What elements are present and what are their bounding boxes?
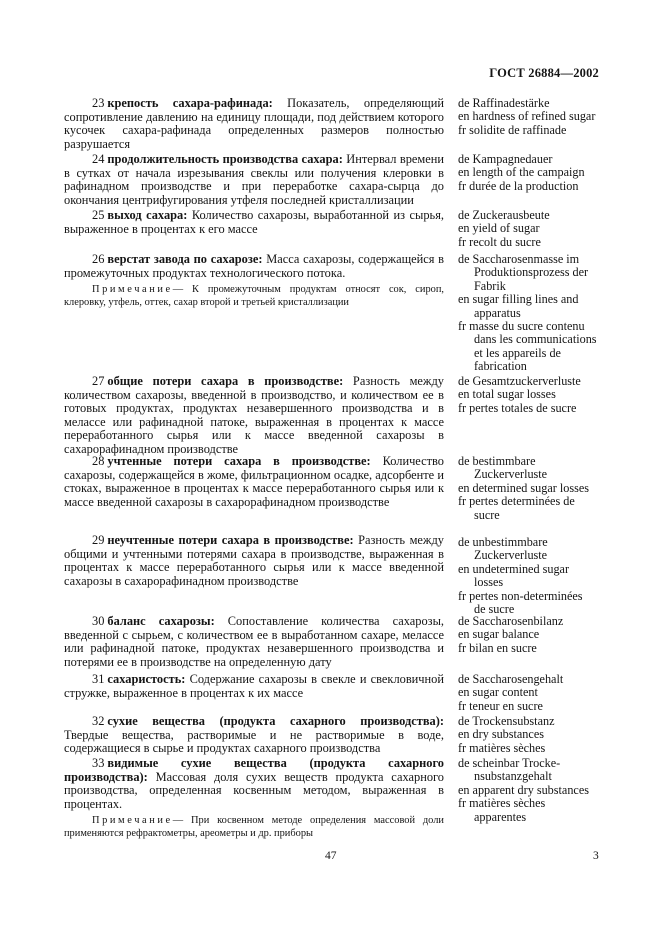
term-number: 33 [92, 756, 105, 770]
term-name: крепость сахара-рафинада: [107, 96, 273, 110]
term-24 [64, 153, 444, 207]
equivalents-23 [458, 97, 608, 137]
equivalent-line: en yield of sugar [458, 221, 540, 236]
term-30 [64, 615, 444, 669]
term-definition: Массовая доля сухих веществ продукта сахарного производства, определенная косвенным методом, выраженная в процентах. [64, 769, 444, 811]
term-31 [64, 673, 444, 700]
term-number: 32 [92, 714, 105, 728]
equivalent-line: fr teneur en sucre [458, 698, 543, 713]
equivalent-line: fr matières sèches [458, 740, 546, 755]
equivalent-line: de Kampagnedauer [458, 152, 553, 166]
term-name: баланс сахарозы: [107, 614, 215, 628]
term-definition-paragraph [64, 757, 444, 811]
term-definition: Сопоставление количества сахарозы, введенной с сырьем, с количеством ее в выработанном сахаре, мелассе или рафинадной патоке, продуктах незавершенного производства и потерями ее в производстве на определенную дату [64, 614, 444, 669]
equivalents-29 [458, 536, 608, 616]
page-number-center: 47 [325, 850, 337, 862]
term-definition-paragraph [64, 673, 444, 700]
equivalent-line: fr matières sèches [458, 796, 546, 811]
term-definition: Количество сахарозы, выработанной из сырья, выраженное в процентах к его массе [64, 208, 444, 236]
equivalent-line: de bestimmbare [458, 454, 536, 468]
equivalent-line: fr bilan en sucre [458, 640, 537, 655]
equivalent-line: fr masse du sucre contenu [458, 319, 585, 334]
term-definition: Разность между количеством сахарозы, введенной в производство, и количеством ее в готовых продуктах, продуктах незавершенного производства и в мелассе или рафинадной патоке, выраженная в процентах к массе переработанного сырья или к массе введенной сахарозы в сахарорафинадном производстве [64, 374, 444, 456]
term-name: общие потери сахара в производстве: [107, 374, 344, 388]
term-name: видимые сухие вещества (продукта сахарного производства): [64, 756, 444, 784]
term-29 [64, 534, 444, 588]
note-text: — При косвенном методе определения массовой доли применяются рефрактометры, ареометры и др. приборы [64, 815, 444, 839]
equivalent-line: de Zuckerausbeute [458, 208, 550, 222]
equivalent-line: fr durée de la production [458, 178, 579, 193]
equivalent-line: de Trockensubstanz [458, 714, 555, 728]
note-label: Примечание [92, 815, 173, 827]
term-definition: Интервал времени в сутках от начала изрезывания свеклы или получения клеровки в рафинадном производстве и при переработке сахара-сырца до окончания центрифугирования утфеля последней кристаллизации [64, 152, 444, 207]
equivalent-line: fr recolt du sucre [458, 234, 541, 249]
equivalent-line: fr solidite de raffinade [458, 122, 567, 137]
term-definition-paragraph [64, 455, 444, 509]
term-number: 29 [92, 533, 105, 547]
term-definition: Твердые вещества, растворимые и не растворимые в воде, содержащиеся в сырье и продуктах сахарного производства [64, 727, 444, 756]
standard-code: ГОСТ 26884—2002 [489, 66, 599, 80]
equivalent-line: fr pertes totales de sucre [458, 400, 577, 415]
equivalent-line: de Saccharosenbilanz [458, 614, 564, 628]
term-name: сухие вещества (продукта сахарного производства): [107, 714, 444, 728]
equivalent-line: en sugar content [458, 685, 538, 700]
equivalent-continuation: losses [474, 575, 504, 590]
equivalents-27 [458, 375, 608, 415]
equivalents-30 [458, 615, 608, 655]
term-26 [64, 253, 444, 309]
equivalent-continuation: Produktionsprozess der [474, 265, 589, 280]
equivalent-continuation: et les appareils de [474, 345, 561, 360]
equivalents-25 [458, 209, 608, 249]
equivalent-continuation: sucre [474, 507, 500, 522]
note-text: — К промежуточным продуктам относят сок, сироп, клеровку, утфель, оттек, сахар второй и третьей кристаллизации [64, 284, 444, 308]
term-number: 30 [92, 614, 105, 628]
equivalent-line: en total sugar losses [458, 387, 556, 402]
equivalent-line: de Saccharosenmasse im [458, 252, 580, 266]
term-25 [64, 209, 444, 236]
term-definition-paragraph [64, 153, 444, 207]
equivalent-line: de Saccharosengehalt [458, 672, 564, 686]
term-name: неучтенные потери сахара в производстве: [107, 533, 354, 547]
term-28 [64, 455, 444, 509]
equivalent-line: en hardness of refined sugar [458, 109, 596, 124]
note-label: Примечание [92, 284, 173, 296]
equivalent-continuation: apparentes [474, 809, 527, 824]
equivalent-line: en sugar filling lines and [458, 292, 579, 307]
term-definition: Количество сахарозы, содержащейся в жоме, фильтрационном осадке, адсорбенте и стоках, выраженное в процентах к массе переработанного сырья или к массе введенной сахарозы в сахарорафинадном производстве [64, 454, 444, 509]
term-27 [64, 375, 444, 457]
equivalent-line: en sugar balance [458, 627, 540, 642]
term-note [64, 815, 444, 840]
equivalent-line: fr pertes determinées de [458, 494, 575, 509]
term-number: 25 [92, 208, 105, 222]
equivalent-line: de Raffinadestärke [458, 96, 550, 110]
term-name: продолжительность производства сахара: [107, 152, 343, 166]
term-number: 31 [92, 672, 105, 686]
equivalent-line: en apparent dry substances [458, 782, 589, 797]
term-definition: Разность между общими и учтенными потерями сахара в производстве, выраженная в процентах к массе переработанного сырья или к массе введенной сахарозы в сахарорафинадном производстве [64, 533, 444, 588]
equivalent-continuation: nsubstanzgehalt [474, 769, 552, 784]
term-definition-paragraph [64, 375, 444, 457]
term-32 [64, 715, 444, 756]
term-number: 27 [92, 374, 105, 388]
term-33 [64, 757, 444, 840]
equivalents-24 [458, 153, 608, 193]
equivalent-line: en undetermined sugar [458, 561, 570, 576]
term-23 [64, 97, 444, 151]
equivalent-line: fr pertes non-determinées [458, 588, 583, 603]
equivalent-line: de scheinbar Trocke- [458, 756, 561, 770]
equivalent-continuation: Zuckerverluste [474, 467, 548, 482]
term-note [64, 284, 444, 309]
equivalent-continuation: de sucre [474, 602, 515, 617]
term-name: выход сахара: [107, 208, 188, 222]
term-definition-paragraph [64, 253, 444, 280]
term-number: 26 [92, 252, 105, 266]
term-name: верстат завода по сахарозе: [107, 252, 263, 266]
page-number-right: 3 [593, 850, 599, 862]
equivalents-31 [458, 673, 608, 713]
equivalent-line: en dry substances [458, 727, 544, 742]
equivalent-continuation: fabrication [474, 359, 527, 374]
equivalents-28 [458, 455, 608, 522]
term-definition: Показатель, определяющий сопротивление давлению на единицу площади, под действием которого кусочек сахара-рафинада определенных размеров полностью разрушается [64, 96, 444, 151]
term-number: 28 [92, 454, 105, 468]
equivalent-line: de Gesamtzuckerverluste [458, 374, 581, 388]
term-number: 23 [92, 96, 105, 110]
term-definition-paragraph [64, 97, 444, 151]
term-definition-paragraph [64, 615, 444, 669]
equivalent-continuation: dans les communications [474, 332, 597, 347]
equivalent-line: en determined sugar losses [458, 480, 589, 495]
term-name: сахаристость: [107, 672, 186, 686]
term-definition-paragraph [64, 715, 444, 756]
term-number: 24 [92, 152, 105, 166]
equivalents-33 [458, 757, 608, 824]
term-definition-paragraph [64, 209, 444, 236]
equivalents-26 [458, 253, 608, 374]
equivalent-line: de unbestimmbare [458, 535, 548, 549]
term-definition-paragraph [64, 534, 444, 588]
equivalents-32 [458, 715, 608, 755]
term-name: учтенные потери сахара в производстве: [107, 454, 371, 468]
equivalent-continuation: Zuckerverluste [474, 548, 548, 563]
equivalent-continuation: apparatus [474, 305, 521, 320]
equivalent-continuation: Fabrik [474, 278, 506, 293]
term-definition: Масса сахарозы, содержащейся в промежуточных продуктах технологического потока. [64, 252, 444, 280]
equivalent-line: en length of the campaign [458, 165, 585, 180]
term-definition: Содержание сахарозы в свекле и свекловичной стружке, выраженное в процентах к их массе [64, 672, 444, 700]
